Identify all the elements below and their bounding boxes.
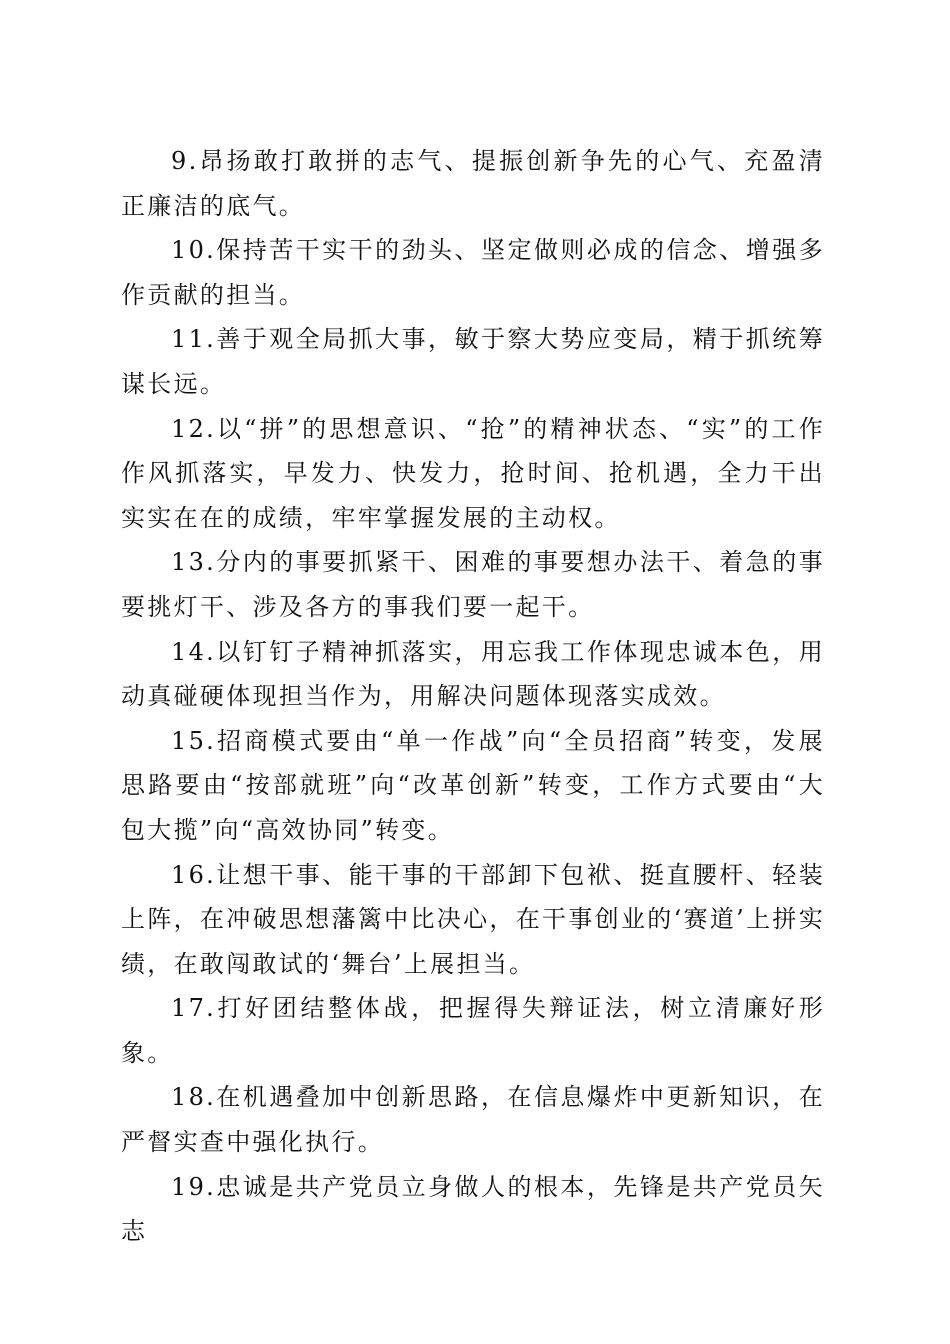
paragraph-12: 12.以“拼”的思想意识、“抢”的精神状态、“实”的工作作风抓落实，早发力、快发力，抢时间、抢机遇，全力干出实实在在的成绩，牢牢掌握发展的主动权。 — [121, 414, 825, 532]
paragraph-15: 15.招商模式要由“单一作战”向“全员招商”转变，发展思路要由“按部就班”向“改革创新”转变，工作方式要由“大包大揽”向“高效协同”转变。 — [121, 726, 825, 844]
paragraph-19: 19.忠诚是共产党员立身做人的根本，先锋是共产党员矢志 — [121, 1172, 825, 1246]
paragraph-18: 18.在机遇叠加中创新思路，在信息爆炸中更新知识，在严督实查中强化执行。 — [121, 1083, 825, 1157]
document-page — [121, 139, 825, 1254]
paragraph-11: 11.善于观全局抓大事，敏于察大势应变局，精于抓统筹谋长远。 — [121, 325, 825, 398]
paragraph-10: 10.保持苦干实干的劲头、坚定做则必成的信念、增强多作贡献的担当。 — [121, 236, 825, 309]
paragraph-17: 17.打好团结整体战，把握得失辩证法，树立清廉好形象。 — [121, 994, 825, 1067]
paragraph-16: 16.让想干事、能干事的干部卸下包袱、挺直腰杆、轻装上阵，在冲破思想藩篱中比决心，在干事创业的‘赛道’上拼实绩，在敢闯敢试的‘舞台’上展担当。 — [121, 860, 825, 978]
paragraph-9: 9.昂扬敢打敢拼的志气、提振创新争先的心气、充盈清正廉洁的底气。 — [121, 147, 825, 220]
paragraph-14: 14.以钉钉子精神抓落实，用忘我工作体现忠诚本色，用动真碰硬体现担当作为，用解决问题体现落实成效。 — [121, 637, 825, 711]
paragraph-13: 13.分内的事要抓紧干、困难的事要想办法干、着急的事要挑灯干、涉及各方的事我们要一起干。 — [121, 548, 825, 621]
